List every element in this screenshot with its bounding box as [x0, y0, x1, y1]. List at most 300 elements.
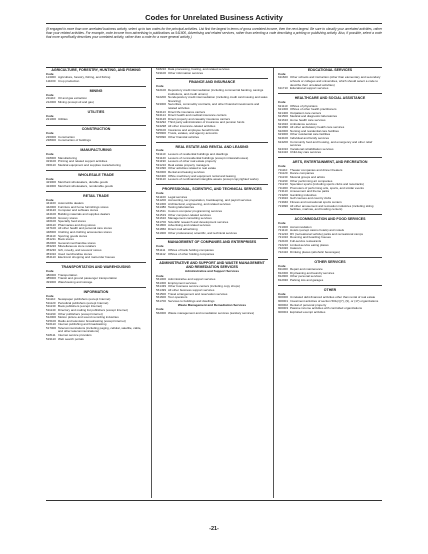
code-number: 541511: [156, 208, 166, 213]
code-number: 531390: [156, 166, 167, 171]
code-entry: [46, 118, 146, 122]
code-number: 621910: [278, 121, 289, 126]
code-number: 624410: [278, 150, 289, 155]
code-description: Custom computer programming services: [168, 208, 223, 213]
code-number: 711120: [278, 171, 288, 176]
code-number: 524126: [156, 116, 167, 121]
code-description: Periodical publishers (except Internet): [58, 300, 109, 305]
code-description: Parking lots and garages: [290, 277, 324, 282]
code-number: 451211: [46, 237, 56, 242]
code-description: Ambulance services: [290, 121, 317, 126]
category-heading: ACCOMMODATION AND FOOD SERVICES: [294, 217, 366, 222]
category-section: [46, 125, 146, 143]
code-number: 519100: [156, 70, 167, 75]
code-number: 423000: [46, 180, 57, 185]
code-number: 713940: [278, 200, 289, 205]
code-column-label: Code: [278, 291, 286, 296]
code-number: 454110: [46, 255, 56, 260]
category-section: [46, 107, 146, 122]
code-column-label: Code: [278, 164, 286, 169]
category-section: [156, 259, 268, 316]
code-description: Golf courses and country clubs: [290, 196, 332, 201]
code-description: Offices of other health practitioners: [290, 107, 337, 112]
code-number: 524114: [156, 113, 166, 118]
code-number: 532400: [156, 173, 167, 178]
code-number: 621400: [278, 110, 289, 115]
code-description: Amusement and theme parks: [290, 189, 330, 194]
code-number: 713910: [278, 196, 289, 201]
code-description: Directory and mailing list publishers (except Internet): [58, 307, 128, 312]
code-description: Travel arrangement and reservation services: [168, 291, 228, 296]
code-number: 515100: [46, 318, 57, 323]
code-description: Mining (except oil and gas): [58, 100, 94, 105]
code-column-label: Code: [156, 84, 164, 89]
code-column-label: Code: [278, 263, 286, 268]
code-entry: [278, 311, 382, 315]
code-description: Passive income activities with controlled organizations: [290, 306, 363, 311]
code-number: 453220: [46, 244, 57, 249]
code-description: Child day care services: [290, 150, 322, 155]
code-description: Rental of personal property: [290, 302, 327, 307]
code-number: 722320: [278, 246, 289, 251]
category-heading: EDUCATIONAL SERVICES: [307, 68, 353, 72]
column-right: [278, 68, 382, 314]
code-description: Lessors of residential buildings and dwellings: [168, 152, 229, 157]
code-description: Musical groups and artists: [290, 174, 325, 179]
code-description: Promoters of performing arts, sports, and similar events: [290, 185, 364, 190]
code-description: Medical and diagnostic laboratories: [290, 114, 338, 119]
code-number: 713110: [278, 189, 288, 194]
code-description: Computer and software stores: [58, 208, 99, 213]
code-number: 211110: [46, 96, 56, 101]
code-description: Direct life insurance carriers: [168, 109, 206, 114]
category-heading: RETAIL TRADE: [83, 193, 109, 198]
code-description: Accounting, tax preparation, bookkeeping, and payroll services: [168, 198, 252, 203]
code-number: 562000: [156, 310, 167, 315]
code-column-label: Code: [46, 131, 54, 136]
code-description: Rental and leasing services: [168, 170, 205, 175]
code-description: Used merchandise stores: [58, 251, 93, 256]
category-heading: REAL ESTATE AND RENTAL AND LEASING: [175, 144, 249, 149]
code-description: Nursing and residential care facilities: [290, 128, 339, 133]
category-section: [278, 93, 382, 155]
code-description: Sporting goods stores: [58, 233, 88, 238]
code-description: Direct health and medical insurance carriers: [168, 113, 227, 118]
code-description: Lessors of nonfinancial intangible assets (except copyrighted works): [168, 177, 259, 182]
code-description: Real estate property managers: [168, 162, 210, 167]
code-number: 531190: [156, 159, 166, 164]
code-number: 518210: [156, 67, 167, 71]
code-description: Data processing, hosting, and related services: [168, 67, 230, 71]
code-number: 900001: [278, 298, 289, 303]
code-description: Fitness and recreational sports centers: [290, 200, 342, 205]
code-description: Building materials and supplies dealers: [58, 212, 111, 217]
code-description: Waste management and remediation services (sanitary services): [168, 310, 255, 315]
code-description: All other insurance-related activities: [168, 123, 216, 128]
category-section: [278, 285, 382, 314]
code-number: 485000: [46, 276, 57, 281]
page-number: -21-: [209, 526, 219, 532]
code-description: Tour operators: [168, 295, 188, 300]
code-number: 524292: [156, 120, 167, 125]
category-heading: OTHER: [323, 287, 337, 292]
code-entry: [278, 279, 382, 283]
code-description: Motion picture and sound recording industries: [58, 315, 119, 320]
code-description: Accommodation: [290, 224, 312, 229]
code-entry: [46, 80, 146, 84]
code-number: 541800: [156, 223, 167, 228]
code-description: Direct property and casualty insurance carriers: [168, 116, 231, 121]
code-description: Merchant wholesalers, nondurable goods: [58, 183, 113, 188]
category-section: [278, 68, 382, 91]
code-description: Pharmacies and drug stores: [58, 222, 96, 227]
category-heading: OTHER SERVICES: [314, 259, 346, 264]
code-entry: [278, 87, 382, 91]
code-entry: [278, 251, 382, 255]
code-description: Telecommunications (including paging, cellular, satellite, cable, and other telecommunications): [58, 325, 142, 334]
column-middle: [156, 68, 268, 315]
code-number: 524298: [156, 123, 167, 128]
code-number: 622000: [278, 128, 289, 133]
category-section: [46, 170, 146, 188]
code-number: 711300: [278, 185, 288, 190]
code-column-label: Code: [156, 148, 164, 153]
code-number: 812300: [278, 270, 289, 275]
code-description: Internet service providers: [58, 333, 92, 338]
category-heading: MINING: [89, 88, 103, 93]
code-description: Agriculture, forestry, fishing, and fishing: [58, 75, 111, 80]
code-number: 812900: [278, 274, 289, 279]
code-number: 212000: [46, 100, 57, 105]
category-section: [46, 86, 146, 104]
code-description: Internet publishing and broadcasting: [58, 322, 107, 327]
column-divider: [151, 68, 152, 498]
code-number: 443120: [46, 208, 57, 213]
code-number: 900003: [278, 306, 289, 311]
code-entry: [156, 178, 268, 182]
code-number: 621610: [278, 118, 289, 123]
category-section: [156, 238, 268, 256]
category-heading: ARTS, ENTERTAINMENT, AND RECREATION: [292, 160, 368, 165]
code-number: 561499: [156, 287, 167, 292]
code-description: Limited-service eating places: [290, 242, 329, 247]
code-number: 511120: [46, 300, 56, 305]
code-column-label: Code: [156, 273, 164, 278]
code-number: 453310: [46, 251, 57, 256]
code-description: Full-service restaurants: [290, 239, 322, 244]
code-number: 531110: [156, 152, 166, 157]
code-number: 441100: [46, 201, 56, 206]
code-number: 493000: [46, 279, 57, 284]
column-left: [46, 68, 146, 341]
code-number: 525100: [156, 127, 167, 132]
code-description: Book publishers (except Internet): [58, 304, 103, 309]
code-description: Offices of physicians: [290, 103, 318, 108]
code-entry: [278, 151, 382, 155]
code-number: 511130: [46, 304, 56, 309]
code-description: Drinking places (alcoholic beverages): [290, 249, 340, 254]
code-number: 541700: [156, 219, 167, 224]
code-number: 711110: [278, 167, 288, 172]
code-description: Architectural, engineering, and related services: [168, 201, 231, 206]
code-description: Offices of other holding companies: [168, 251, 215, 256]
category-heading: INFORMATION: [83, 289, 109, 294]
code-number: 525900: [156, 131, 167, 136]
code-description: Dance companies: [290, 171, 315, 176]
code-entry: [156, 136, 268, 140]
category-section: [46, 145, 146, 167]
code-number: 811000: [278, 267, 288, 272]
code-description: Warehousing and storage: [58, 279, 93, 284]
code-description: Other activities related to real estate: [168, 166, 217, 171]
code-number: 531210: [156, 162, 167, 167]
code-column-label: Code: [46, 152, 54, 157]
title-rule: [46, 23, 382, 24]
code-column-label: Code: [46, 268, 54, 273]
code-number: 525990: [156, 134, 167, 139]
code-description: Vocational rehabilitation services: [290, 146, 334, 151]
code-description: Services to buildings and dwellings: [168, 298, 215, 303]
code-description: General merchandise stores: [58, 240, 96, 245]
code-description: Insurance and employee benefit funds: [168, 127, 219, 132]
code-number: 447100: [46, 226, 57, 231]
code-description: Gift, novelty, and souvenir stores: [58, 248, 102, 253]
code-number: 621300: [278, 107, 289, 112]
code-description: All other business support services: [168, 287, 215, 292]
category-section: [278, 214, 382, 254]
code-number: 318000: [46, 155, 57, 160]
code-description: Employment services: [168, 280, 197, 285]
code-number: 111000: [46, 79, 56, 84]
category-heading: ADMINISTRATIVE AND SUPPORT AND WASTE MANAGEMENT AND REMEDIATION SERVICES: [159, 261, 265, 270]
code-number: 721210: [278, 231, 289, 236]
code-entry: [46, 256, 146, 260]
code-description: Third party administration of insurance and pension funds: [168, 120, 245, 125]
code-description: Theater companies and dinner theaters: [290, 167, 343, 172]
code-description: Grocery stores: [58, 215, 78, 220]
code-description: Individual and family services: [290, 135, 330, 140]
subcategory-heading: Waste Management and Remediation Services: [177, 302, 247, 307]
code-description: Testing laboratories: [168, 205, 195, 210]
code-number: 561300: [156, 280, 167, 285]
code-number: 336110: [46, 162, 56, 167]
code-number: 533110: [156, 177, 166, 182]
code-description: Electronic shopping and mail-order houses: [58, 255, 115, 260]
code-description: Hotels (except casino hotels) and motels: [290, 228, 345, 233]
code-number: 541300: [156, 201, 167, 206]
code-description: Utilities: [58, 117, 68, 122]
code-entry: [156, 253, 268, 257]
code-number: 532000: [156, 170, 167, 175]
code-description: Depository credit intermediation (including commercial banking, savings institutions, and credit unions): [168, 87, 264, 96]
code-column-label: Code: [156, 307, 164, 312]
code-number: 480000: [46, 272, 57, 277]
code-number: 236000: [46, 134, 57, 139]
bottom-rule: [46, 500, 382, 501]
code-number: 512000: [46, 315, 57, 320]
code-number: 541100: [156, 194, 166, 199]
code-number: 900000: [278, 295, 289, 300]
code-description: Printing and related support activities: [58, 159, 108, 164]
code-description: RV (recreational vehicle) parks and recreational camps: [290, 231, 363, 236]
category-section: [156, 184, 268, 235]
code-number: 113000: [46, 75, 56, 80]
code-description: Crop production: [58, 79, 80, 84]
code-number: 446100: [46, 219, 57, 224]
code-column-label: Code: [46, 113, 54, 118]
code-description: Nondepository credit intermediation (including credit card issuing and sales financing): [168, 95, 268, 103]
code-description: Furniture and home furnishings stores: [58, 204, 109, 209]
code-entry: [46, 281, 146, 285]
code-description: Construction of buildings: [58, 138, 91, 143]
code-number: 519110: [46, 336, 56, 341]
category-heading: FINANCE AND INSURANCE: [188, 80, 236, 85]
code-number: 511140: [46, 307, 56, 312]
code-description: Office machinery and equipment rental and leasing: [168, 173, 236, 178]
code-entry: [156, 72, 268, 76]
code-description: Clothing and clothing accessories stores: [58, 230, 112, 235]
code-description: Caterers: [290, 246, 302, 251]
category-section: [278, 257, 382, 283]
code-column-label: Code: [46, 293, 54, 298]
code-number: 561000: [156, 277, 167, 282]
code-description: Radio and television broadcasting (except Internet): [58, 318, 126, 323]
code-number: 900002: [278, 302, 289, 307]
code-description: Other residential care facilities: [290, 132, 331, 137]
code-entry: [46, 101, 146, 105]
code-entry: [46, 139, 146, 143]
category-section: [46, 68, 146, 84]
category-heading: AGRICULTURE, FORESTRY, HUNTING, AND FISHING: [51, 68, 141, 72]
code-number: 722410: [278, 249, 289, 254]
code-number: 453230: [46, 248, 57, 253]
code-column-label: Code: [156, 191, 164, 195]
code-number: 624310: [278, 146, 289, 151]
code-entry: [156, 312, 268, 316]
code-number: 452000: [46, 240, 57, 245]
code-column-label: Code: [46, 92, 54, 97]
code-description: All other health and personal care stores: [58, 226, 112, 231]
code-description: Spectator sports (including sports clubs and racetracks): [290, 182, 364, 187]
code-entry: [156, 232, 268, 236]
code-number: 424000: [46, 183, 57, 188]
code-description: Other information services: [168, 70, 204, 75]
code-number: 561439: [156, 284, 167, 289]
code-number: 722100: [278, 239, 289, 244]
code-description: Transportation: [58, 272, 78, 277]
category-heading: MANAGEMENT OF COMPANIES AND ENTERPRISES: [167, 240, 257, 245]
code-number: 900004: [278, 309, 289, 314]
code-entry: [278, 205, 382, 212]
category-section: [156, 68, 268, 75]
code-column-label: Code: [46, 176, 54, 181]
code-column-label: Code: [278, 221, 286, 226]
code-description: Legal services: [168, 194, 188, 199]
code-description: Other computer-related services: [168, 212, 211, 217]
code-description: Drycleaning and laundry services: [290, 270, 335, 275]
category-section: [156, 78, 268, 140]
code-number: 448000: [46, 230, 57, 235]
code-description: Medical equipment and supplies manufacturing: [58, 162, 121, 167]
code-number: 711210: [278, 182, 288, 187]
category-section: [156, 142, 268, 182]
subcategory-heading: Administrative and Support Services: [184, 269, 240, 274]
code-number: 812930: [278, 277, 289, 282]
code-description: Lessors of nonresidential buildings (except miniwarehouses): [168, 155, 249, 160]
category-heading: WHOLESALE TRADE: [78, 172, 114, 177]
code-description: Other personal services: [290, 274, 322, 279]
code-number: 517000: [46, 325, 57, 330]
code-description: Book stores: [58, 237, 74, 242]
code-description: Automobile dealers: [58, 201, 84, 206]
code-description: Other publishers (except Internet): [58, 311, 103, 316]
code-number: 522100: [156, 87, 167, 92]
code-number: 621500: [278, 114, 289, 119]
category-heading: UTILITIES: [87, 109, 105, 114]
intro-paragraph: (If engaged in more than one unrelated business activity, select up to two codes for the principal activities. List first the largest in terms of gross unrelated income, then the next largest. Be sure to classify your unrelated activities, rather than your related activities. For example, code income from advertising in publications as 541800, Advertising and related services, rather than selecting a code describing a printing or publishing activity. Also, if possible, select a code that more specifically describes your unrelated activity, rather than a code for a more general activity.): [46, 27, 382, 40]
code-description: Administrative and support services: [168, 277, 216, 282]
code-description: Outpatient care centers: [290, 110, 322, 115]
code-description: Other financial vehicles: [168, 134, 200, 139]
code-number: 523000: [156, 102, 167, 107]
code-number: 561700: [156, 298, 167, 303]
code-number: 611710: [278, 86, 288, 91]
code-number: 721110: [278, 228, 288, 233]
code-description: Repair and maintenance: [290, 267, 323, 272]
code-number: 623000: [278, 132, 289, 137]
code-number: 711130: [278, 174, 288, 179]
category-section: [278, 157, 382, 211]
code-description: Other performing art companies: [290, 178, 333, 183]
code-entry: [46, 164, 146, 168]
code-description: Management consulting services: [168, 216, 212, 221]
code-description: Direct mail advertising: [168, 226, 198, 231]
code-number: 323100: [46, 159, 57, 164]
code-number: 624200: [278, 139, 289, 144]
code-description: Home health care services: [290, 118, 326, 123]
code-description: Trusts, estates, and agency accounts: [168, 131, 218, 136]
code-description: Miscellaneous store retailers: [58, 244, 97, 249]
code-number: 551111: [156, 247, 166, 252]
code-description: Web search portals: [58, 336, 84, 341]
code-number: 561500: [156, 291, 167, 296]
code-number: 442000: [46, 204, 57, 209]
code-description: Manufacturing: [58, 155, 78, 160]
code-number: 511190: [46, 311, 56, 316]
code-number: 451110: [46, 233, 56, 238]
code-description: Educational support services: [290, 86, 329, 91]
code-description: Other schools and instruction (other than elementary and secondary schools or colleges and universities, which should select a code to describe their unrelated activities): [290, 75, 381, 87]
code-number: 621110: [278, 103, 288, 108]
code-column-label: Code: [46, 71, 54, 76]
code-column-label: Code: [278, 100, 286, 105]
code-description: Exploited exempt activities: [290, 309, 326, 314]
category-heading: TRANSPORTATION AND WAREHOUSING: [61, 265, 131, 270]
code-column-label: Code: [46, 197, 54, 202]
category-heading: MANUFACTURING: [80, 148, 112, 153]
page-title: Codes for Unrelated Business Activity: [145, 13, 283, 22]
code-number: 522200: [156, 95, 167, 100]
code-number: 621990: [278, 125, 289, 130]
code-number: 445100: [46, 215, 57, 220]
code-number: 446110: [46, 222, 56, 227]
code-description: Oil and gas extraction: [58, 96, 88, 101]
code-description: Transit and ground passenger transportation: [58, 276, 118, 281]
code-description: Investment activities of section 501(c)(7), (9), or (17) organizations: [290, 298, 379, 303]
code-number: 541900: [156, 230, 167, 235]
code-number: 624100: [278, 135, 289, 140]
code-description: Other business service centers (including copy shops): [168, 284, 240, 289]
